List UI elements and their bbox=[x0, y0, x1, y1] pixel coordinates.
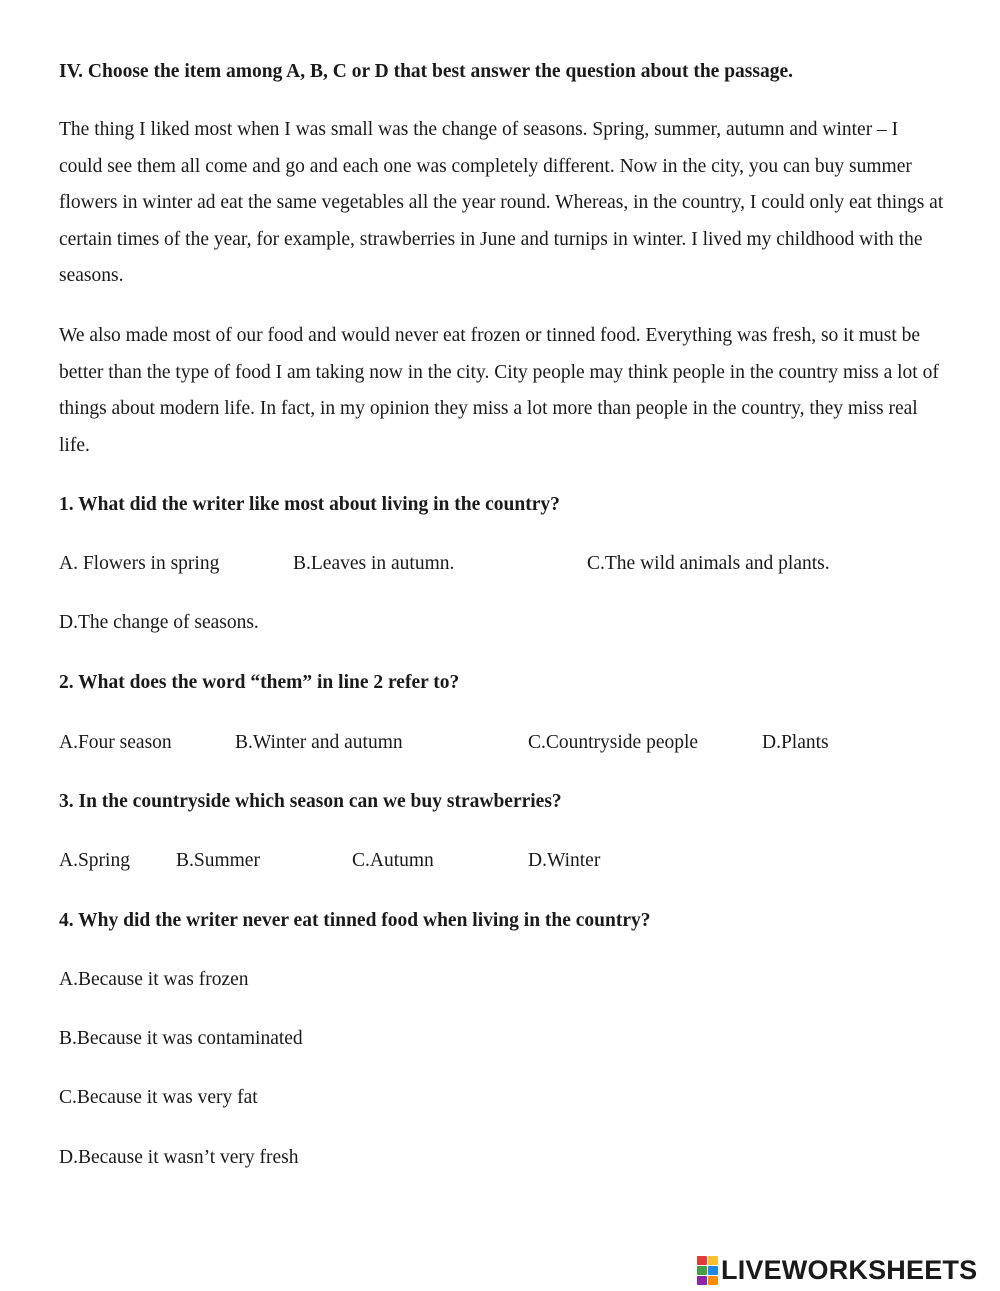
question-4-option-d[interactable]: D.Because it wasn’t very fresh bbox=[59, 1147, 299, 1168]
logo-text: LIVEWORKSHEETS bbox=[721, 1254, 978, 1285]
question-1-option-d[interactable]: D.The change of seasons. bbox=[59, 612, 259, 633]
logo-blocks-icon bbox=[697, 1256, 718, 1285]
question-3-option-d[interactable]: D.Winter bbox=[528, 850, 601, 871]
question-4-option-c[interactable]: C.Because it was very fat bbox=[59, 1087, 258, 1108]
question-2-option-c[interactable]: C.Countryside people bbox=[528, 732, 699, 753]
question-2: 2. What does the word “them” in line 2 refer to? bbox=[59, 672, 460, 693]
question-3-option-a[interactable]: A.Spring bbox=[59, 850, 130, 871]
question-1-option-b[interactable]: B.Leaves in autumn. bbox=[293, 553, 455, 574]
logo-block bbox=[697, 1266, 707, 1275]
question-4-option-b[interactable]: B.Because it was contaminated bbox=[59, 1028, 303, 1049]
passage-paragraph-1: The thing I liked most when I was small was the change of seasons. Spring, summer, autumn and winter – I could see them all come and go and each one was completely different. Now in the city, you can buy summer flowers in winter ad eat the same vegetables all the year round. Whereas, in the country, I could only eat things at certain times of the year, for example, strawberries in June and turnips in winter. I lived my childhood with the seasons. bbox=[59, 119, 944, 286]
logo-block bbox=[697, 1276, 707, 1285]
question-4: 4. Why did the writer never eat tinned food when living in the country? bbox=[59, 910, 651, 931]
logo-block bbox=[708, 1276, 718, 1285]
liveworksheets-logo bbox=[697, 1252, 977, 1288]
logo-block bbox=[697, 1256, 707, 1265]
question-1: 1. What did the writer like most about living in the country? bbox=[59, 494, 560, 515]
passage-paragraph-2: We also made most of our food and would never eat frozen or tinned food. Everything was fresh, so it must be better than the type of food I am taking now in the city. City people may think people in the country miss a lot of things about modern life. In fact, in my opinion they miss a lot more than people in the country, they miss real life. bbox=[59, 325, 939, 456]
section-title: IV. Choose the item among A, B, C or D that best answer the question about the passage. bbox=[59, 61, 794, 82]
question-2-option-b[interactable]: B.Winter and autumn bbox=[235, 732, 403, 753]
question-3-option-b[interactable]: B.Summer bbox=[176, 850, 260, 871]
question-2-option-d[interactable]: D.Plants bbox=[762, 732, 829, 753]
question-3-option-c[interactable]: C.Autumn bbox=[352, 850, 434, 871]
question-1-option-a[interactable]: A. Flowers in spring bbox=[59, 553, 220, 574]
question-1-option-c[interactable]: C.The wild animals and plants. bbox=[587, 553, 830, 574]
logo-block bbox=[708, 1266, 718, 1275]
logo-block bbox=[708, 1256, 718, 1265]
question-3: 3. In the countryside which season can we buy strawberries? bbox=[59, 791, 562, 812]
question-4-option-a[interactable]: A.Because it was frozen bbox=[59, 969, 249, 990]
question-2-option-a[interactable]: A.Four season bbox=[59, 732, 172, 753]
